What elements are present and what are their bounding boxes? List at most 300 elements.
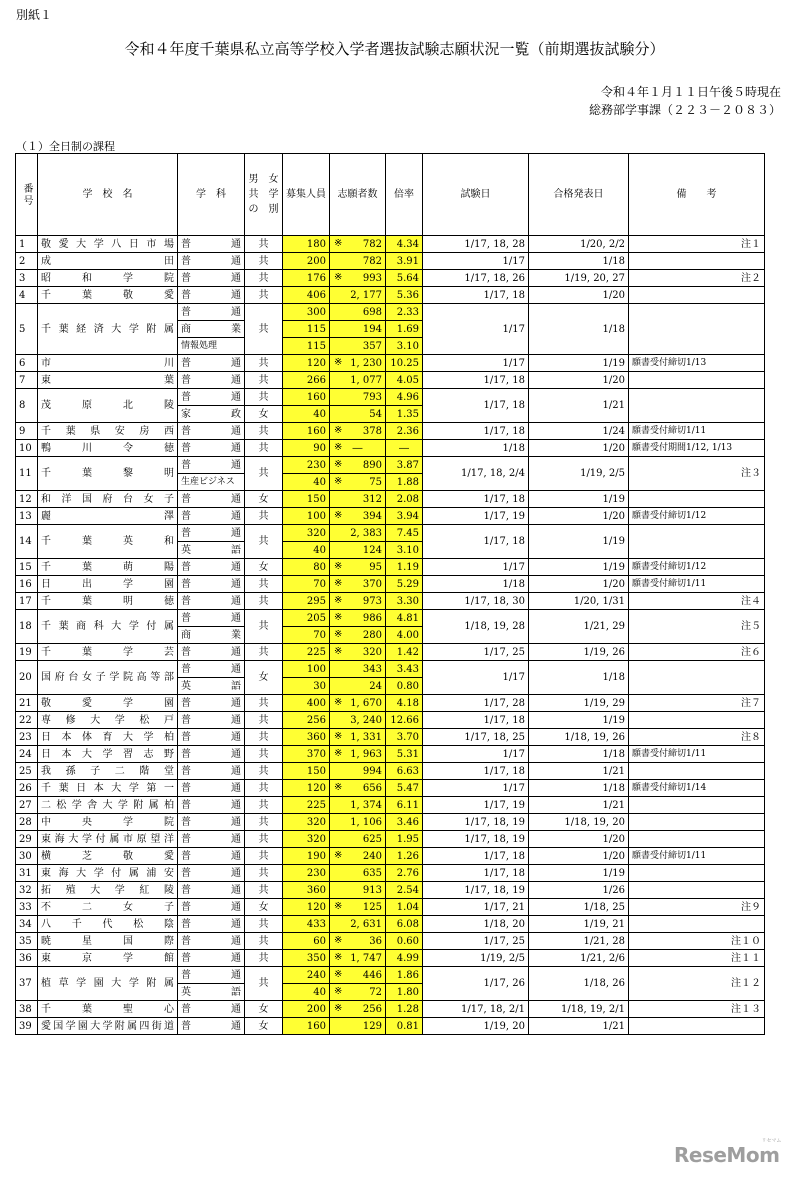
coed-status: 共: [245, 423, 283, 440]
exam-date: 1/17, 21: [423, 899, 529, 916]
asterisk-mark: ※: [334, 901, 343, 912]
school-name: 千葉県安房西: [38, 423, 178, 440]
capacity: 370: [283, 746, 330, 763]
department: 普通: [178, 814, 245, 831]
asterisk-mark: ※: [334, 969, 343, 980]
table-row: [16, 661, 765, 678]
asterisk-mark: ※: [334, 578, 343, 589]
department: 普通: [178, 389, 245, 406]
result-date: 1/18: [529, 780, 629, 797]
exam-date: 1/17, 18: [423, 712, 529, 729]
applicants: [330, 474, 386, 491]
school-name: 千葉経済大学附属: [38, 304, 178, 355]
remarks: 注４: [629, 593, 765, 610]
row-number: 7: [16, 372, 38, 389]
col-header-result-date: 合格発表日: [529, 154, 629, 236]
applicants-value: 1, 963: [350, 748, 382, 760]
applicants: [330, 440, 386, 457]
col-header-dept: 学 科: [178, 154, 245, 236]
school-name: 東京学館: [38, 950, 178, 967]
col-header-no: 番号: [16, 154, 38, 236]
capacity: 350: [283, 950, 330, 967]
applicants: [330, 593, 386, 610]
row-number: 2: [16, 253, 38, 270]
capacity: 295: [283, 593, 330, 610]
exam-date: 1/17: [423, 746, 529, 763]
capacity: 200: [283, 253, 330, 270]
applicants-value: 240: [362, 850, 382, 862]
applicants-value: 3, 240: [350, 714, 382, 726]
department: 普通: [178, 1001, 245, 1018]
remarks: 願書受付期間1/12, 1/13: [629, 440, 765, 457]
coed-status: 共: [245, 372, 283, 389]
table-row: [16, 780, 765, 797]
department: 普通: [178, 950, 245, 967]
exam-date: 1/17, 18, 2/1: [423, 1001, 529, 1018]
result-date: 1/20: [529, 372, 629, 389]
school-name: 専修大学松戸: [38, 712, 178, 729]
exam-date: 1/17: [423, 304, 529, 355]
applicants-value: 2, 631: [350, 918, 382, 930]
department: 普通: [178, 610, 245, 627]
school-name: 日本体育大学柏: [38, 729, 178, 746]
row-number: 24: [16, 746, 38, 763]
table-row: [16, 1001, 765, 1018]
asterisk-mark: ※: [334, 782, 343, 793]
as-of-date: 令和４年１月１１日午後５時現在: [600, 85, 781, 99]
school-name: 中央学院: [38, 814, 178, 831]
applicants: [330, 695, 386, 712]
ratio: 5.31: [386, 746, 423, 763]
department: 英語: [178, 542, 245, 559]
remarks: [629, 389, 765, 423]
applicants: [330, 457, 386, 474]
exam-date: 1/17, 19: [423, 508, 529, 525]
exam-date: 1/17, 18, 19: [423, 882, 529, 899]
applicants-value: 124: [362, 544, 382, 556]
department: 普通: [178, 508, 245, 525]
exam-date: 1/17: [423, 780, 529, 797]
coed-status: 女: [245, 899, 283, 916]
applicants-value: 312: [362, 493, 382, 505]
col-header-ratio: 倍率: [386, 154, 423, 236]
asterisk-mark: ※: [334, 476, 343, 487]
school-name: 千葉黎明: [38, 457, 178, 491]
department: 普通: [178, 746, 245, 763]
capacity: 160: [283, 389, 330, 406]
result-date: 1/18: [529, 746, 629, 763]
department: 普通: [178, 304, 245, 321]
applicants-value: 782: [362, 238, 382, 250]
school-name: 敬愛大学八日市場: [38, 236, 178, 253]
ratio: 1.88: [386, 474, 423, 491]
result-date: 1/19, 26: [529, 644, 629, 661]
row-number: 26: [16, 780, 38, 797]
result-date: 1/21: [529, 797, 629, 814]
coed-status: 女: [245, 1001, 283, 1018]
coed-status: 共: [245, 287, 283, 304]
row-number: 28: [16, 814, 38, 831]
asterisk-mark: ※: [334, 425, 343, 436]
school-name: 千葉明徳: [38, 593, 178, 610]
applicants-value: 446: [362, 969, 382, 981]
table-row: [16, 593, 765, 610]
applicants-value: 357: [362, 340, 382, 352]
applicants: [330, 797, 386, 814]
table-row: [16, 576, 765, 593]
applicants-value: 994: [362, 765, 382, 777]
applicants-value: 36: [369, 935, 382, 947]
applicants-value: 782: [362, 255, 382, 267]
school-name: 愛国学園大学附属四街道: [38, 1018, 178, 1035]
asterisk-mark: ※: [334, 731, 343, 742]
school-name: 千葉萌陽: [38, 559, 178, 576]
remarks: [629, 287, 765, 304]
col-header-sex-line: 共 学: [248, 189, 279, 200]
applicants: [330, 644, 386, 661]
remarks: 注１: [629, 236, 765, 253]
coed-status: 共: [245, 695, 283, 712]
result-date: 1/18, 26: [529, 967, 629, 1001]
department: 普通: [178, 865, 245, 882]
result-date: 1/21, 28: [529, 933, 629, 950]
applicants-value: 993: [362, 272, 382, 284]
department: 普通: [178, 831, 245, 848]
col-header-applicants: 志願者数: [330, 154, 386, 236]
asterisk-mark: ※: [334, 935, 343, 946]
table-row: [16, 457, 765, 474]
capacity: 256: [283, 712, 330, 729]
coed-status: 共: [245, 933, 283, 950]
applicants-value: ―: [352, 442, 363, 454]
coed-status: 共: [245, 440, 283, 457]
annex-label: 別紙１: [16, 8, 53, 22]
department: 普通: [178, 355, 245, 372]
department: 普通: [178, 933, 245, 950]
remarks: 注５: [629, 610, 765, 644]
applicants: [330, 865, 386, 882]
remarks: 注１１: [629, 950, 765, 967]
table-row: [16, 967, 765, 984]
coed-status: 共: [245, 253, 283, 270]
exam-date: 1/18, 20: [423, 916, 529, 933]
row-number: 20: [16, 661, 38, 695]
applicants: [330, 678, 386, 695]
section-heading: （１）全日制の課程: [16, 140, 115, 153]
result-date: 1/21: [529, 763, 629, 780]
applicants-value: 793: [362, 391, 382, 403]
table-row: [16, 236, 765, 253]
applicants-value: 194: [362, 323, 382, 335]
applicants: [330, 389, 386, 406]
remarks: [629, 763, 765, 780]
remarks: 注１３: [629, 1001, 765, 1018]
applicants-value: 125: [362, 901, 382, 913]
table-row: [16, 746, 765, 763]
applicants-value: 320: [362, 646, 382, 658]
applicants-value: 698: [362, 306, 382, 318]
exam-date: 1/18: [423, 576, 529, 593]
department: 普通: [178, 593, 245, 610]
department: 普通: [178, 559, 245, 576]
row-number: 19: [16, 644, 38, 661]
school-name: 国府台女子学院高等部: [38, 661, 178, 695]
capacity: 433: [283, 916, 330, 933]
ratio: 4.18: [386, 695, 423, 712]
ratio: 4.34: [386, 236, 423, 253]
row-number: 23: [16, 729, 38, 746]
capacity: 100: [283, 661, 330, 678]
exam-date: 1/17: [423, 559, 529, 576]
exam-date: 1/17, 19: [423, 797, 529, 814]
ratio: 12.66: [386, 712, 423, 729]
ratio: 2.08: [386, 491, 423, 508]
table-row: [16, 270, 765, 287]
exam-date: 1/17, 18, 30: [423, 593, 529, 610]
ratio: 4.05: [386, 372, 423, 389]
applicants: [330, 287, 386, 304]
capacity: 30: [283, 678, 330, 695]
table-row: [16, 610, 765, 627]
remarks: 注９: [629, 899, 765, 916]
applicants: [330, 831, 386, 848]
school-name: 東海大学付属浦安: [38, 865, 178, 882]
exam-date: 1/17, 18: [423, 865, 529, 882]
exam-date: 1/17, 18, 28: [423, 236, 529, 253]
capacity: 176: [283, 270, 330, 287]
capacity: 406: [283, 287, 330, 304]
exam-date: 1/17, 25: [423, 933, 529, 950]
coed-status: 共: [245, 831, 283, 848]
capacity: 70: [283, 627, 330, 644]
ratio: 3.70: [386, 729, 423, 746]
remarks: 注６: [629, 644, 765, 661]
department: 普通: [178, 780, 245, 797]
remarks: 願書受付締切1/11: [629, 848, 765, 865]
coed-status: 共: [245, 712, 283, 729]
remarks: 願書受付締切1/12: [629, 508, 765, 525]
department: 普通: [178, 1018, 245, 1035]
applicants: [330, 338, 386, 355]
applicants: [330, 763, 386, 780]
department: 普通: [178, 270, 245, 287]
department: 普通: [178, 695, 245, 712]
row-number: 9: [16, 423, 38, 440]
department: 普通: [178, 525, 245, 542]
ratio: 3.94: [386, 508, 423, 525]
exam-date: 1/17, 26: [423, 967, 529, 1001]
applicants-value: 2, 383: [350, 527, 382, 539]
asterisk-mark: ※: [334, 238, 343, 249]
exam-date: 1/17, 18, 26: [423, 270, 529, 287]
school-name: 千葉商科大学付属: [38, 610, 178, 644]
table-row: [16, 508, 765, 525]
exam-date: 1/17, 18: [423, 389, 529, 423]
school-name: 東葉: [38, 372, 178, 389]
result-date: 1/20: [529, 848, 629, 865]
school-name: 千葉日本大学第一: [38, 780, 178, 797]
result-date: 1/19: [529, 559, 629, 576]
row-number: 35: [16, 933, 38, 950]
applicants: [330, 525, 386, 542]
ratio: 1.28: [386, 1001, 423, 1018]
coed-status: 共: [245, 865, 283, 882]
capacity: 360: [283, 882, 330, 899]
row-number: 14: [16, 525, 38, 559]
row-number: 8: [16, 389, 38, 423]
asterisk-mark: ※: [334, 272, 343, 283]
applicants: [330, 304, 386, 321]
capacity: 90: [283, 440, 330, 457]
coed-status: 共: [245, 780, 283, 797]
row-number: 36: [16, 950, 38, 967]
capacity: 120: [283, 899, 330, 916]
school-name: 拓殖大学紅陵: [38, 882, 178, 899]
capacity: 225: [283, 797, 330, 814]
department: 普通: [178, 457, 245, 474]
remarks: 願書受付締切1/11: [629, 423, 765, 440]
applicants: [330, 253, 386, 270]
applicants-value: 1, 331: [350, 731, 382, 743]
remarks: [629, 865, 765, 882]
applicants: [330, 610, 386, 627]
ratio: 1.26: [386, 848, 423, 865]
coed-status: 共: [245, 576, 283, 593]
capacity: 320: [283, 814, 330, 831]
applicants: [330, 746, 386, 763]
applicants: [330, 491, 386, 508]
result-date: 1/21, 29: [529, 610, 629, 644]
remarks: [629, 525, 765, 559]
school-name: 昭和学院: [38, 270, 178, 287]
col-header-sex: [245, 154, 283, 236]
ratio: 2.36: [386, 423, 423, 440]
asterisk-mark: ※: [334, 986, 343, 997]
applicants-value: 1, 230: [350, 357, 382, 369]
exam-date: 1/17: [423, 253, 529, 270]
remarks: [629, 916, 765, 933]
applicants: [330, 321, 386, 338]
applicants-value: 986: [362, 612, 382, 624]
exam-date: 1/17, 18: [423, 848, 529, 865]
ratio: 3.87: [386, 457, 423, 474]
exam-date: 1/19, 2/5: [423, 950, 529, 967]
school-name: 千葉英和: [38, 525, 178, 559]
applicants-value: 656: [362, 782, 382, 794]
remarks: [629, 712, 765, 729]
table-row: [16, 814, 765, 831]
applicants: [330, 406, 386, 423]
applicants: [330, 814, 386, 831]
ratio: 2.76: [386, 865, 423, 882]
department: 普通: [178, 236, 245, 253]
capacity: 120: [283, 355, 330, 372]
exam-date: 1/17: [423, 661, 529, 695]
school-name: 八千代松陰: [38, 916, 178, 933]
exam-date: 1/17, 18, 25: [423, 729, 529, 746]
exam-date: 1/17, 25: [423, 644, 529, 661]
result-date: 1/19: [529, 712, 629, 729]
ratio: 4.00: [386, 627, 423, 644]
exam-date: 1/18: [423, 440, 529, 457]
ratio: 0.80: [386, 678, 423, 695]
remarks: 願書受付締切1/11: [629, 746, 765, 763]
result-date: 1/21, 2/6: [529, 950, 629, 967]
table-row: [16, 644, 765, 661]
ratio: 5.29: [386, 576, 423, 593]
department: 情報処理: [178, 338, 245, 355]
school-name: 市川: [38, 355, 178, 372]
row-number: 29: [16, 831, 38, 848]
applicants: [330, 950, 386, 967]
row-number: 31: [16, 865, 38, 882]
coed-status: 共: [245, 729, 283, 746]
school-name: 日本大学習志野: [38, 746, 178, 763]
capacity: 160: [283, 423, 330, 440]
coed-status: 女: [245, 661, 283, 695]
remarks: 注７: [629, 695, 765, 712]
department: 普通: [178, 287, 245, 304]
exam-date: 1/17, 18: [423, 287, 529, 304]
school-name: 植草学園大学附属: [38, 967, 178, 1001]
coed-status: 共: [245, 967, 283, 1001]
exam-date: 1/19, 20: [423, 1018, 529, 1035]
ratio: 1.80: [386, 984, 423, 1001]
coed-status: 共: [245, 610, 283, 644]
applicants-value: 343: [362, 663, 382, 675]
coed-status: 共: [245, 236, 283, 253]
applicants-value: 378: [362, 425, 382, 437]
remarks: [629, 882, 765, 899]
ratio: 1.42: [386, 644, 423, 661]
exam-date: 1/17, 18: [423, 491, 529, 508]
capacity: 400: [283, 695, 330, 712]
table-row: [16, 423, 765, 440]
ratio: 2.54: [386, 882, 423, 899]
department: 普通: [178, 661, 245, 678]
applicants: [330, 984, 386, 1001]
col-header-remarks: 備 考: [629, 154, 765, 236]
applicants-value: 635: [362, 867, 382, 879]
capacity: 300: [283, 304, 330, 321]
table-row: [16, 287, 765, 304]
department: 普通: [178, 729, 245, 746]
row-number: 12: [16, 491, 38, 508]
applicants: [330, 933, 386, 950]
department: 英語: [178, 678, 245, 695]
capacity: 80: [283, 559, 330, 576]
row-number: 37: [16, 967, 38, 1001]
remarks: [629, 304, 765, 355]
table-header-row: [16, 154, 765, 236]
ratio: 5.64: [386, 270, 423, 287]
result-date: 1/18: [529, 253, 629, 270]
school-name: 横芝敬愛: [38, 848, 178, 865]
result-date: 1/18, 19, 20: [529, 814, 629, 831]
department: 商業: [178, 627, 245, 644]
col-header-sex-line: の 別: [248, 204, 279, 215]
school-name: 鴨川令徳: [38, 440, 178, 457]
applicants-value: 95: [369, 561, 382, 573]
remarks: [629, 1018, 765, 1035]
applicants-value: 75: [369, 476, 382, 488]
ratio: 6.63: [386, 763, 423, 780]
remarks: 注１０: [629, 933, 765, 950]
applicants-value: 1, 374: [350, 799, 382, 811]
department: 普通: [178, 253, 245, 270]
school-name: 成田: [38, 253, 178, 270]
applicants: [330, 899, 386, 916]
